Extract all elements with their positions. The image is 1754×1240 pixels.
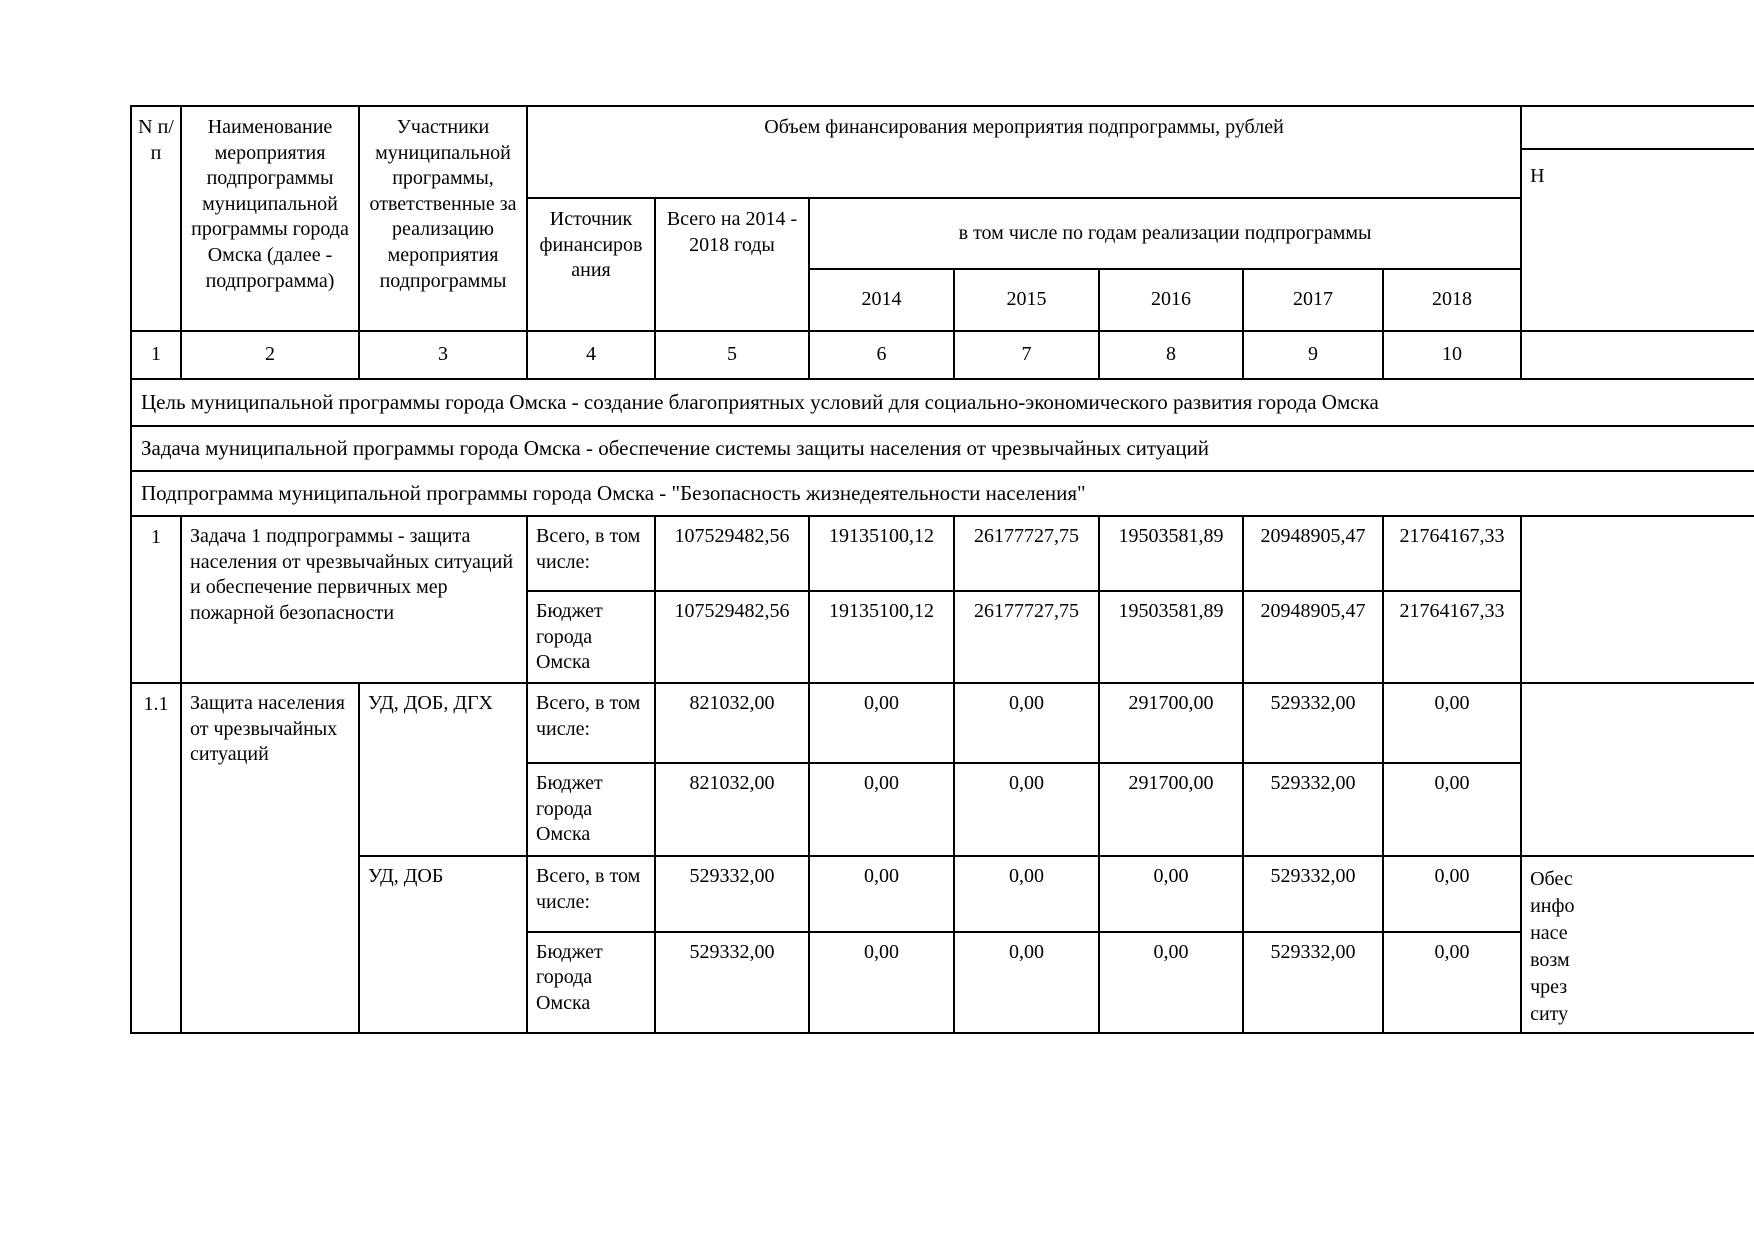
row11-g1-right-empty — [1521, 683, 1754, 856]
row11-g1-budget-2014: 0,00 — [809, 763, 954, 856]
header-cell-year-2017: 2017 — [1243, 269, 1383, 331]
header-cell-right-top — [1521, 106, 1754, 149]
row11-g2-budget-2015: 0,00 — [954, 932, 1099, 1033]
row1-total-2016: 19503581,89 — [1099, 516, 1243, 591]
row11-g1-budget-sum: 821032,00 — [655, 763, 809, 856]
row1-right-empty — [1521, 516, 1754, 683]
row11-g2-total-sum: 529332,00 — [655, 856, 809, 932]
row11-g2-budget-2017: 529332,00 — [1243, 932, 1383, 1033]
note-line: Обес — [1530, 868, 1573, 890]
row11-g2-source-budget: Бюджет города Омска — [527, 932, 655, 1033]
header-cell-year-2016: 2016 — [1099, 269, 1243, 331]
row11-g1-total-sum: 821032,00 — [655, 683, 809, 763]
row11-g1-total-2018: 0,00 — [1383, 683, 1521, 763]
row11-g2-total-2018: 0,00 — [1383, 856, 1521, 932]
row11-g2-budget-sum: 529332,00 — [655, 932, 809, 1033]
row11-g1-total-2014: 0,00 — [809, 683, 954, 763]
table-row — [131, 683, 1754, 763]
row11-g1-budget-2018: 0,00 — [1383, 763, 1521, 856]
row1-name: Задача 1 подпрограммы - защита населения от чрезвычайных ситуаций и обеспечение первичных мер пожарной безопасности — [181, 516, 527, 683]
row11-g1-budget-2016: 291700,00 — [1099, 763, 1243, 856]
col-number-2: 2 — [181, 331, 359, 379]
row11-g2-source-total: Всего, в том числе: — [527, 856, 655, 932]
financing-table — [130, 105, 1754, 1034]
note-line: возм — [1530, 949, 1570, 971]
row11-name: Защита населения от чрезвычайных ситуаций — [181, 683, 359, 1033]
col-number-3: 3 — [359, 331, 527, 379]
row11-g2-total-2016: 0,00 — [1099, 856, 1243, 932]
row11-g1-budget-2017: 529332,00 — [1243, 763, 1383, 856]
row11-participants-1: УД, ДОБ, ДГХ — [359, 683, 527, 856]
note-line: ситу — [1530, 1003, 1569, 1025]
row1-num: 1 — [131, 516, 181, 683]
task-row — [131, 426, 1754, 471]
header-cell-right-partial: Н — [1521, 149, 1754, 331]
header-cell-financing-title: Объем финансирования мероприятия подпрограммы, рублей — [527, 106, 1521, 198]
subprogram-row — [131, 471, 1754, 516]
header-cell-participants: Участники муниципальной программы, ответственные за реализацию мероприятия подпрограммы — [359, 106, 527, 331]
header-cell-year-2014: 2014 — [809, 269, 954, 331]
col-number-5: 5 — [655, 331, 809, 379]
task-text: Задача муниципальной программы города Омска - обеспечение системы защиты населения от чрезвычайных ситуаций — [131, 426, 1754, 471]
header-cell-total: Всего на 2014 - 2018 годы — [655, 198, 809, 331]
goal-row — [131, 379, 1754, 426]
note-line: насе — [1530, 922, 1568, 944]
header-cell-name: Наименование мероприятия подпрограммы муниципальной программы города Омска (далее - подпрограмма) — [181, 106, 359, 331]
row1-budget-2017: 20948905,47 — [1243, 591, 1383, 683]
row1-budget-2015: 26177727,75 — [954, 591, 1099, 683]
row11-g2-note — [1521, 856, 1754, 1033]
header-cell-source: Источник финансиров ания — [527, 198, 655, 331]
row11-g1-source-budget: Бюджет города Омска — [527, 763, 655, 856]
row11-g2-total-2017: 529332,00 — [1243, 856, 1383, 932]
row1-total-2017: 20948905,47 — [1243, 516, 1383, 591]
row11-g2-total-2015: 0,00 — [954, 856, 1099, 932]
table-row — [131, 856, 1754, 932]
col-number-6: 6 — [809, 331, 954, 379]
row1-total-2014: 19135100,12 — [809, 516, 954, 591]
subprogram-text: Подпрограмма муниципальной программы города Омска - "Безопасность жизнедеятельности населения" — [131, 471, 1754, 516]
row1-budget-2014: 19135100,12 — [809, 591, 954, 683]
header-cell-year-2018: 2018 — [1383, 269, 1521, 331]
row11-g2-budget-2018: 0,00 — [1383, 932, 1521, 1033]
col-number-8: 8 — [1099, 331, 1243, 379]
col-number-7: 7 — [954, 331, 1099, 379]
row11-g2-budget-2016: 0,00 — [1099, 932, 1243, 1033]
row1-total-2015: 26177727,75 — [954, 516, 1099, 591]
note-line: инфо — [1530, 895, 1575, 917]
header-cell-num: N п/п — [131, 106, 181, 331]
table-row — [131, 516, 1754, 591]
row11-participants-2: УД, ДОБ — [359, 856, 527, 1033]
col-number-4: 4 — [527, 331, 655, 379]
row11-g1-budget-2015: 0,00 — [954, 763, 1099, 856]
header-cell-year-2015: 2015 — [954, 269, 1099, 331]
goal-text: Цель муниципальной программы города Омска - создание благоприятных условий для социально-экономического развития города Омска — [131, 379, 1754, 426]
row11-g2-budget-2014: 0,00 — [809, 932, 954, 1033]
row11-g2-total-2014: 0,00 — [809, 856, 954, 932]
row1-total-sum: 107529482,56 — [655, 516, 809, 591]
row11-g1-source-total: Всего, в том числе: — [527, 683, 655, 763]
row1-budget-sum: 107529482,56 — [655, 591, 809, 683]
header-cell-by-years: в том числе по годам реализации подпрограммы — [809, 198, 1521, 269]
col-number-9: 9 — [1243, 331, 1383, 379]
row1-budget-2018: 21764167,33 — [1383, 591, 1521, 683]
column-numbers-row — [131, 331, 1754, 379]
row1-total-2018: 21764167,33 — [1383, 516, 1521, 591]
row11-g1-total-2017: 529332,00 — [1243, 683, 1383, 763]
row11-num: 1.1 — [131, 683, 181, 1033]
row11-g1-total-2016: 291700,00 — [1099, 683, 1243, 763]
col-number-11-empty — [1521, 331, 1754, 379]
row1-budget-2016: 19503581,89 — [1099, 591, 1243, 683]
row1-source-total: Всего, в том числе: — [527, 516, 655, 591]
row11-g1-total-2015: 0,00 — [954, 683, 1099, 763]
header-row-1 — [131, 106, 1754, 149]
row1-source-budget: Бюджет города Омска — [527, 591, 655, 683]
note-line: чрез — [1530, 976, 1568, 998]
col-number-10: 10 — [1383, 331, 1521, 379]
col-number-1: 1 — [131, 331, 181, 379]
